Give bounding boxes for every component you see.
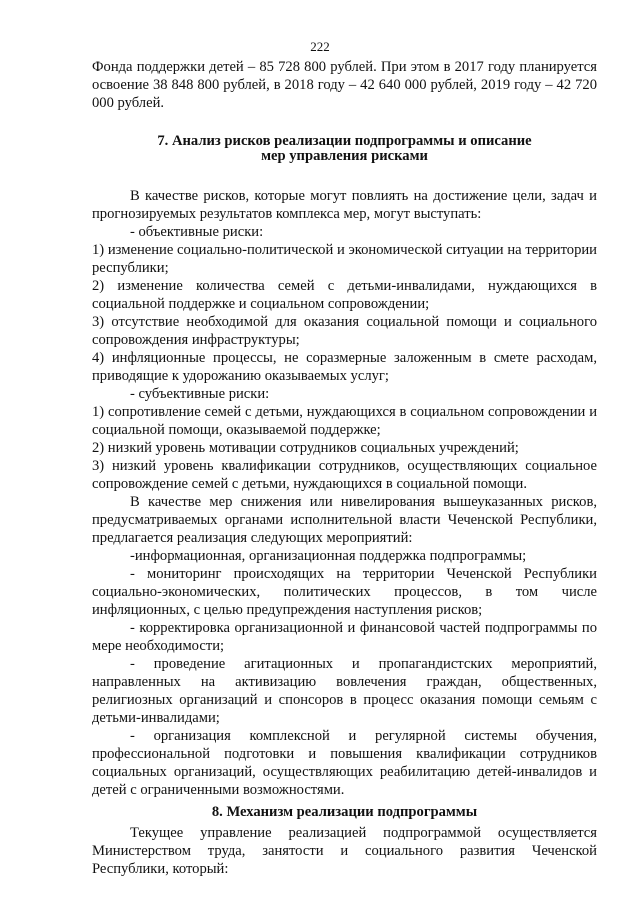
page-number: 222 [310,39,330,54]
section-7-heading-line-2: мер управления рисками [261,148,428,164]
section-7-heading [92,134,597,164]
section-8-heading: 8. Механизм реализации подпрограммы [211,804,478,820]
page-body [92,58,597,878]
measure-item: -информационная, организационная поддержка подпрограммы; [130,548,527,564]
subjective-risk-item: 2) низкий уровень мотивации сотрудников социальных учреждений; [92,440,519,456]
subjective-risk-item: 3) низкий уровень квалификации сотрудников, осуществляющих социальное сопровождение семей с детьми, нуждающихся в социальной помощи. [92,458,597,492]
mechanism-intro: Текущее управление реализацией подпрограммой осуществляется Министерством труда, занятости и социального развития Чеченской Республики, который: [92,825,597,877]
measure-item: - мониторинг происходящих на территории Чеченской Республики социально-экономических, политических процессов, в том числе инфляционных, с целью предупреждения наступления рисков; [92,566,597,618]
measure-item: - организация комплексной и регулярной системы обучения, профессиональной подготовки и повышения квалификации сотрудников социальных организаций, осуществляющих реабилитацию детей-инвалидов и детей с ограниченными возможностями. [92,728,597,798]
objective-risk-item: 2) изменение количества семей с детьми-инвалидами, нуждающихся в социальной поддержке и социальном сопровождении; [92,278,597,312]
objective-risks-label: - объективные риски: [130,224,264,240]
funding-paragraph: Фонда поддержки детей – 85 728 800 рублей. При этом в 2017 году планируется освоение 38 848 800 рублей, в 2018 году – 42 640 000 рублей, 2019 году – 42 720 000 рублей. [92,59,597,111]
measure-item: - проведение агитационных и пропагандистских мероприятий, направленных на активизацию вовлечения граждан, общественных, религиозных организаций и спонсоров в процесс оказания помощи семьям с детьми-инвалидами; [92,656,597,726]
subjective-risks-label: - субъективные риски: [130,386,270,402]
objective-risk-item: 3) отсутствие необходимой для оказания социальной помощи и социального сопровождения инфраструктуры; [92,314,597,348]
measure-item: - корректировка организационной и финансовой частей подпрограммы по мере необходимости; [92,620,597,654]
objective-risk-item: 4) инфляционные процессы, не соразмерные заложенным в смете расходам, приводящие к удорожанию оказываемых услуг; [92,350,597,384]
risks-intro: В качестве рисков, которые могут повлиять на достижение цели, задач и прогнозируемых результатов комплекса мер, могут выступать: [92,188,597,222]
section-7-heading-line-1: 7. Анализ рисков реализации подпрограммы и описание [157,133,532,149]
subjective-risk-item: 1) сопротивление семей с детьми, нуждающихся в социальном сопровождении и социальной помощи, оказываемой поддержке; [92,404,597,438]
objective-risk-item: 1) изменение социально-политической и экономической ситуации на территории республики; [92,242,597,276]
measures-intro: В качестве мер снижения или нивелирования вышеуказанных рисков, предусматриваемых органами исполнительной власти Чеченской Республики, предлагается реализация следующих мероприятий: [92,494,597,546]
